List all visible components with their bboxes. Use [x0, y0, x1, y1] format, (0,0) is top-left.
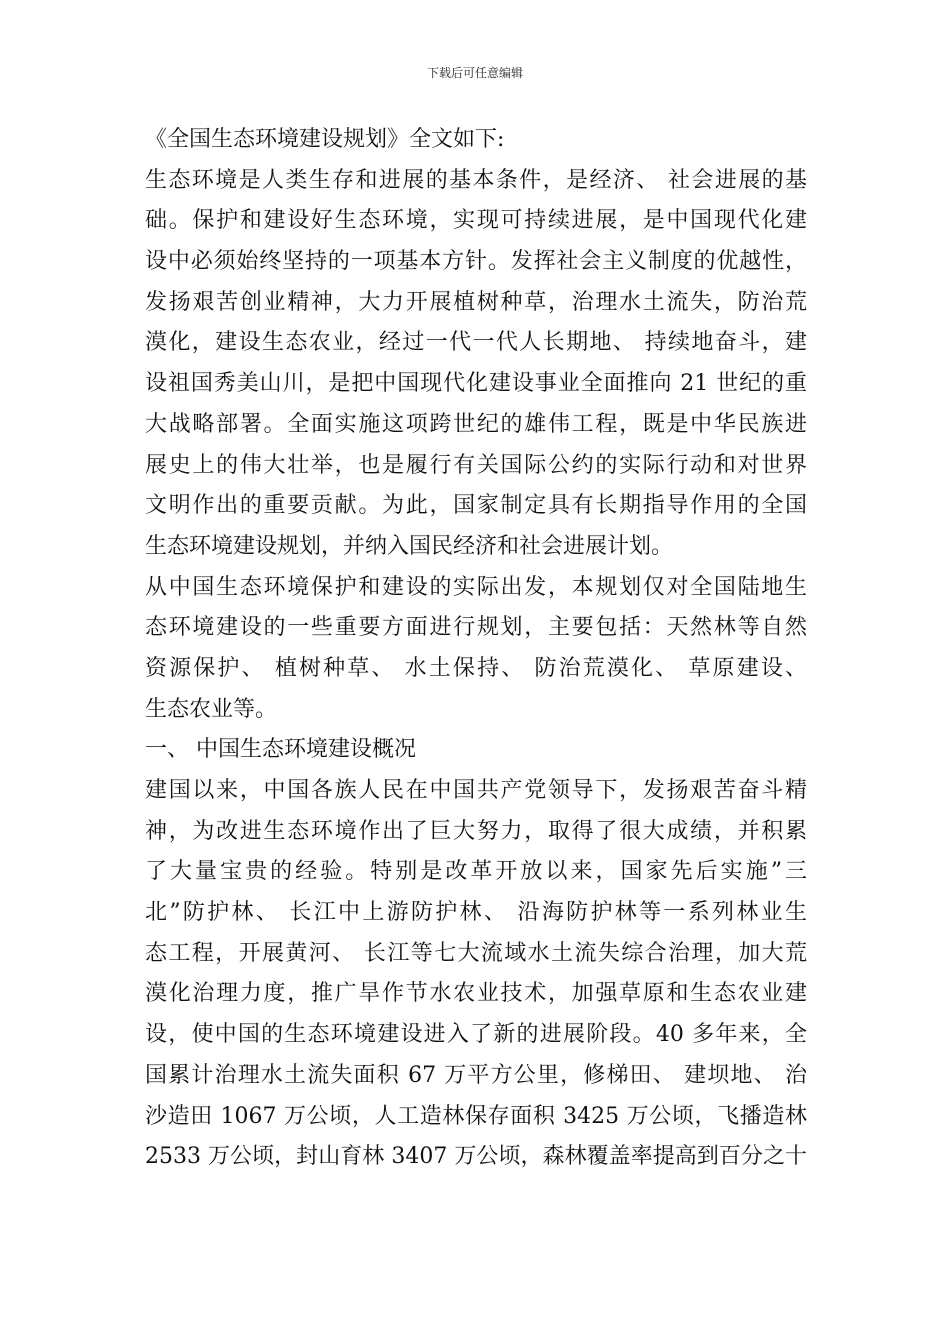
- text-line: 2533 万公顷，封山育林 3407 万公顷，森林覆盖率提高到百分之十: [145, 1144, 807, 1170]
- text-line: 设，使中国的生态环境建设进入了新的进展阶段。40 多年来，全: [145, 1022, 807, 1048]
- document-title-line: 《全国生态环境建设规划》全文如下:: [145, 127, 505, 152]
- text-line: 展史上的伟大壮举，也是履行有关国际公约的实际行动和对世界: [145, 452, 807, 478]
- text-line: 了大量宝贵的经验。特别是改革开放以来，国家先后实施”三: [145, 859, 807, 885]
- text-line: 生态环境是人类生存和进展的基本条件，是经济、 社会进展的基: [145, 167, 807, 193]
- text-line: 神，为改进生态环境作出了巨大努力，取得了很大成绩，并积累: [145, 818, 807, 844]
- text-line: 生态环境建设规划，并纳入国民经济和社会进展计划。: [145, 533, 674, 559]
- text-line: 态环境建设的一些重要方面进行规划，主要包括：天然林等自然: [145, 615, 807, 641]
- text-line: 文明作出的重要贡献。为此，国家制定具有长期指导作用的全国: [145, 493, 807, 519]
- text-line: 发扬艰苦创业精神，大力开展植树种草，治理水土流失，防治荒: [145, 289, 807, 315]
- text-line: 设祖国秀美山川，是把中国现代化建设事业全面推向 21 世纪的重: [145, 371, 807, 397]
- text-line: 北”防护林、 长江中上游防护林、 沿海防护林等一系列林业生: [145, 900, 807, 926]
- document-body: [145, 120, 807, 1178]
- text-line: 资源保护、 植树种草、 水土保持、 防治荒漠化、 草原建设、: [145, 655, 807, 681]
- text-line: 生态农业等。: [145, 696, 278, 722]
- section-heading: 一、 中国生态环境建设概况: [145, 737, 416, 763]
- text-line: 漠化，建设生态农业，经过一代一代人长期地、 持续地奋斗，建: [145, 330, 807, 356]
- text-line: 漠化治理力度，推广旱作节水农业技术，加强草原和生态农业建: [145, 981, 807, 1007]
- page-header-note: 下载后可任意编辑: [426, 66, 523, 80]
- text-line: 沙造田 1067 万公顷，人工造林保存面积 3425 万公顷，飞播造林: [145, 1103, 807, 1129]
- text-line: 从中国生态环境保护和建设的实际出发，本规划仅对全国陆地生: [145, 574, 807, 600]
- text-line: 态工程，开展黄河、 长江等七大流域水土流失综合治理，加大荒: [145, 940, 807, 966]
- text-line: 设中必须始终坚持的一项基本方针。发挥社会主义制度的优越性，: [145, 249, 807, 275]
- text-line: 国累计治理水土流失面积 67 万平方公里，修梯田、 建坝地、 治: [145, 1062, 807, 1088]
- text-line: 础。保护和建设好生态环境，实现可持续进展，是中国现代化建: [145, 208, 807, 234]
- text-line: 大战略部署。全面实施这项跨世纪的雄伟工程，既是中华民族进: [145, 411, 807, 437]
- text-line: 建国以来，中国各族人民在中国共产党领导下，发扬艰苦奋斗精: [145, 778, 807, 803]
